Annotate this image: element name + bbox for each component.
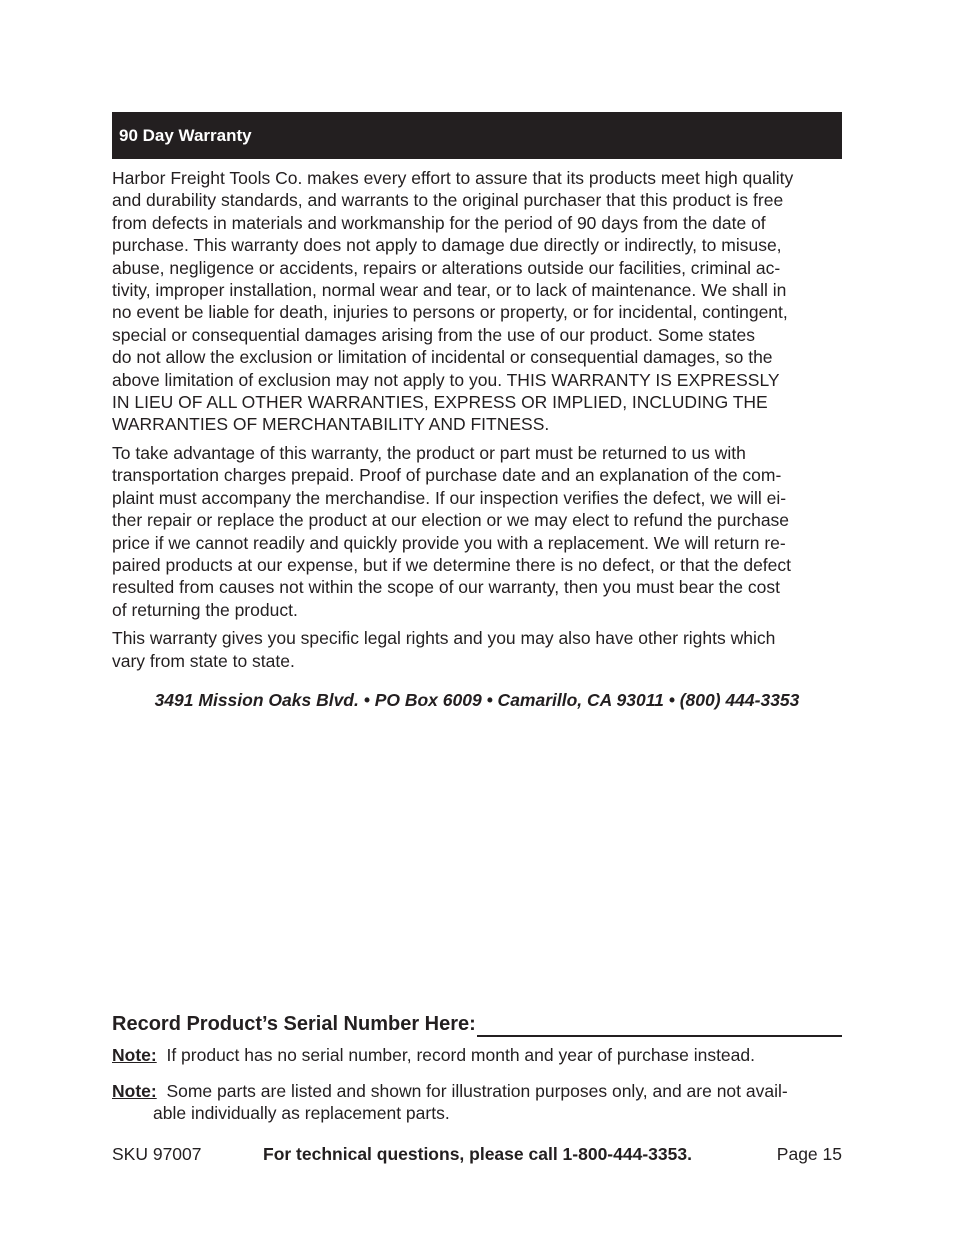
warranty-paragraph — [112, 167, 842, 436]
text-line: abuse, negligence or accidents, repairs or alterations outside our facilities, criminal ac- — [112, 257, 781, 278]
text-line: Harbor Freight Tools Co. makes every effort to assure that its products meet high quality — [112, 168, 794, 188]
serial-number-record — [112, 1011, 842, 1037]
rights-paragraph — [112, 627, 842, 672]
tech-support-line: For technical questions, please call 1-800-444-3353. — [263, 1144, 692, 1164]
text-line: purchase. This warranty does not apply to damage due directly or indirectly, to misuse, — [112, 235, 782, 256]
note-line: able individually as replacement parts. — [153, 1103, 450, 1124]
note-label: Note: — [112, 1045, 157, 1065]
sku-number: SKU 97007 — [112, 1144, 202, 1164]
text-line: do not allow the exclusion or limitation of incidental or consequential damages, so the — [112, 347, 773, 368]
text-line: price if we cannot readily and quickly provide you with a replacement. We will return re- — [112, 532, 786, 553]
text-line: transportation charges prepaid. Proof of purchase date and an explanation of the com- — [112, 465, 782, 486]
note-line — [112, 1080, 842, 1102]
text-line: special or consequential damages arising from the use of our product. Some states — [112, 324, 755, 345]
note-serial — [112, 1044, 842, 1066]
text-line: no event be liable for death, injuries to persons or property, or for incidental, contingent, — [112, 302, 788, 323]
text-line: paired products at our expense, but if we determine there is no defect, or that the defect — [112, 554, 792, 575]
text-line: plaint must accompany the merchandise. If our inspection verifies the defect, we will ei- — [112, 487, 787, 508]
text-line: tivity, improper installation, normal wear and tear, or to lack of maintenance. We shall in — [112, 280, 787, 301]
text-line: This warranty gives you specific legal rights and you may also have other rights which — [112, 628, 776, 649]
text-line: WARRANTIES OF MERCHANTABILITY AND FITNESS. — [112, 414, 550, 435]
section-header-bar — [112, 112, 842, 159]
text-line: and durability standards, and warrants to the original purchaser that this product is free — [112, 190, 784, 211]
note-parts — [112, 1080, 842, 1125]
return-paragraph — [112, 442, 842, 621]
note-text: Some parts are listed and shown for illustration purposes only, and are not avail- — [166, 1081, 788, 1101]
text-line: from defects in materials and workmanship for the period of 90 days from the date of — [112, 212, 766, 233]
manual-page — [112, 0, 842, 1235]
serial-number-label: Record Product’s Serial Number Here: — [112, 1013, 476, 1035]
note-label: Note: — [112, 1081, 157, 1101]
text-line: vary from state to state. — [112, 650, 295, 671]
company-address: 3491 Mission Oaks Blvd. • PO Box 6009 • Camarillo, CA 93011 • (800) 444-3353 — [154, 690, 800, 710]
text-line: resulted from causes not within the scope of our warranty, then you must bear the cost — [112, 577, 780, 598]
warranty-body — [112, 167, 842, 678]
text-line: To take advantage of this warranty, the product or part must be returned to us with — [112, 442, 746, 463]
text-line: IN LIEU OF ALL OTHER WARRANTIES, EXPRESS OR IMPLIED, INCLUDING THE — [112, 392, 768, 413]
text-line: of returning the product. — [112, 599, 298, 620]
section-title: 90 Day Warranty — [119, 125, 252, 145]
text-line: above limitation of exclusion may not apply to you. THIS WARRANTY IS EXPRESSLY — [112, 369, 780, 390]
note-line — [112, 1044, 842, 1066]
page-number: Page 15 — [776, 1144, 842, 1164]
note-text: If product has no serial number, record month and year of purchase instead. — [166, 1045, 755, 1065]
serial-number-write-line — [477, 1013, 842, 1037]
text-line: ther repair or replace the product at our election or we may elect to refund the purchase — [112, 510, 790, 531]
